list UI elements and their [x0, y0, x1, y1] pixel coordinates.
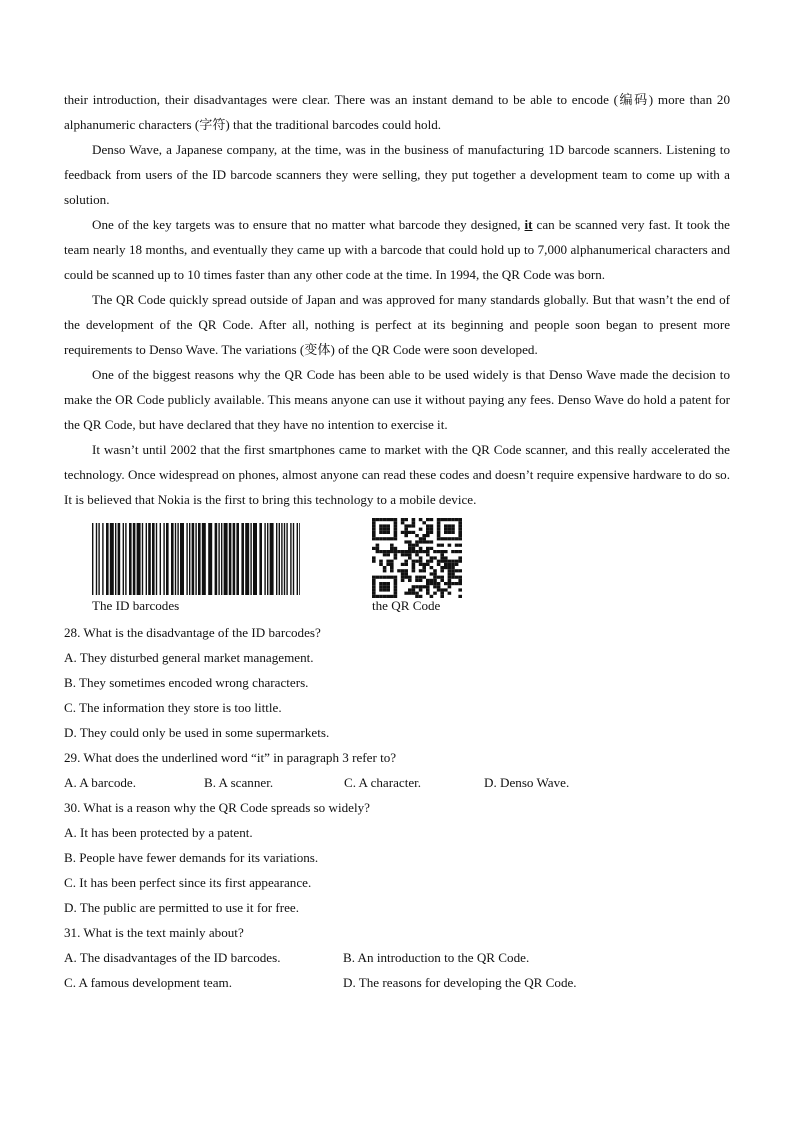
barcode-image [92, 523, 300, 595]
reading-passage [64, 87, 730, 995]
option-b: B. They sometimes encoded wrong characters. [64, 675, 309, 690]
option-b: B. A scanner. [204, 775, 274, 790]
option-c: C. A character. [344, 775, 422, 790]
paragraph-5: It wasn’t until 2002 that the first smartphones came to market with the QR Code scanner, and this really accelerated the technology. Once widespread on phones, almost anyone can read these codes and doesn’t require expensive hardware to do so. It is believed that Nokia is the first to bring this technology to a mobile device. [64, 442, 730, 507]
paragraph-0: their introduction, their disadvantages were clear. There was an instant demand to be able to encode (编码) more than 20 alphanumeric characters (字符) that the traditional barcodes could hold. [64, 92, 730, 132]
option-a: A. A barcode. [64, 775, 136, 790]
paragraph-4: One of the biggest reasons why the QR Code has been able to be used widely is that Denso Wave made the decision to make the OR Code publicly available. This means anyone can use it without paying any fees. Denso Wave do hold a patent for the QR Code, but have declared that they have no intention to exercise it. [64, 367, 730, 432]
option-b: B. An introduction to the QR Code. [343, 950, 530, 965]
question-stem: 30. What is a reason why the QR Code spreads so widely? [64, 800, 370, 815]
options-row-1 [64, 945, 730, 970]
question-31 [64, 920, 730, 995]
option-a: A. It has been protected by a patent. [64, 825, 253, 840]
underlined-word-it: it [524, 217, 533, 232]
question-stem: 29. What does the underlined word “it” in paragraph 3 refer to? [64, 750, 397, 765]
qr-caption: the QR Code [372, 598, 441, 613]
options-row-2 [64, 970, 730, 995]
paragraph-2-after: can be scanned very fast. It took the team nearly 18 months, and eventually they came up with a barcode that could hold up to 7,000 alphanumerical characters and could be scanned up to 10 times faster than any other code at the time. In 1994, the QR Code was born. [64, 217, 730, 282]
barcode-caption: The ID barcodes [92, 598, 180, 613]
option-c: C. The information they store is too little. [64, 700, 282, 715]
option-a: A. They disturbed general market management. [64, 650, 314, 665]
paragraph-2 [64, 212, 730, 287]
paragraph-2-before: One of the key targets was to ensure that no matter what barcode they designed, [92, 217, 525, 232]
figures-row [64, 514, 730, 632]
question-29 [64, 745, 730, 795]
question-30 [64, 795, 730, 920]
option-d: D. Denso Wave. [484, 775, 570, 790]
option-a: A. The disadvantages of the ID barcodes. [64, 950, 281, 965]
question-stem: 28. What is the disadvantage of the ID barcodes? [64, 625, 321, 640]
option-b: B. People have fewer demands for its variations. [64, 850, 319, 865]
qr-code-image [372, 518, 462, 598]
option-d: D. They could only be used in some supermarkets. [64, 725, 330, 740]
question-28 [64, 620, 730, 745]
paragraph-1: Denso Wave, a Japanese company, at the time, was in the business of manufacturing 1D barcode scanners. Listening to feedback from users of the ID barcode scanners they were selling, they put together a development team to come up with a solution. [64, 142, 730, 207]
question-stem: 31. What is the text mainly about? [64, 925, 244, 940]
option-c: C. It has been perfect since its first appearance. [64, 875, 312, 890]
option-d: D. The reasons for developing the QR Code. [343, 975, 577, 990]
options-row [64, 770, 730, 795]
option-c: C. A famous development team. [64, 975, 233, 990]
option-d: D. The public are permitted to use it for free. [64, 900, 299, 915]
paragraph-3: The QR Code quickly spread outside of Japan and was approved for many standards globally. But that wasn’t the end of the development of the QR Code. After all, nothing is perfect at its beginning and people soon began to present more requirements to Denso Wave. The variations (变体) of the QR Code were soon developed. [64, 292, 730, 357]
